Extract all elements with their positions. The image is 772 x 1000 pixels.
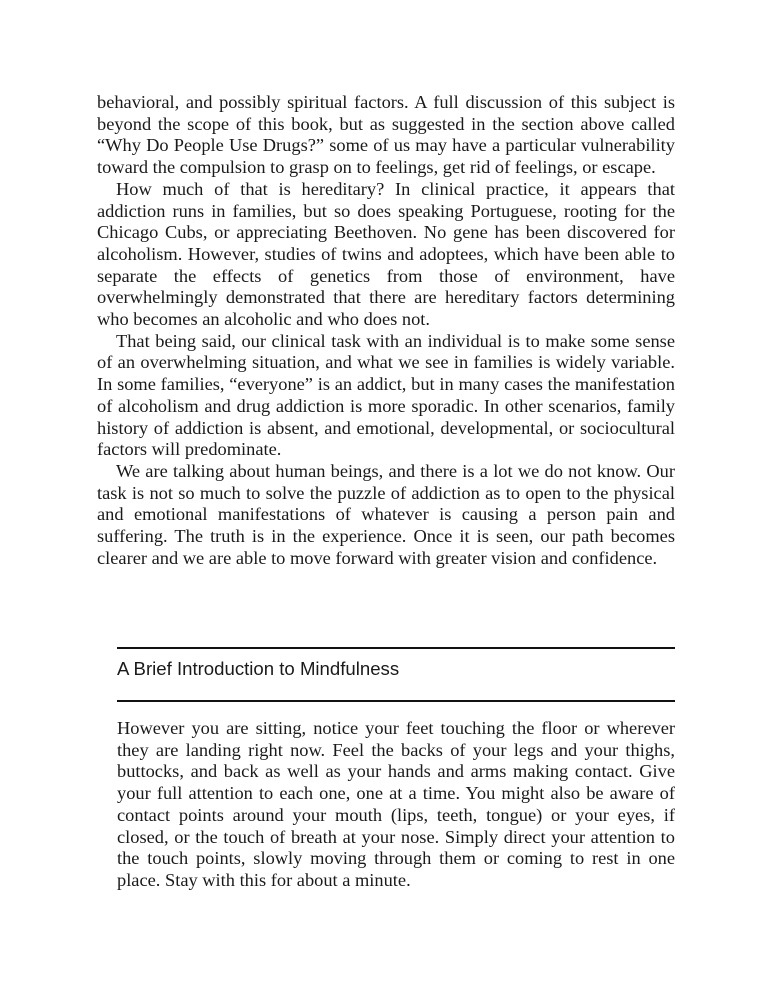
section-heading: A Brief Introduction to Mindfulness — [117, 658, 400, 679]
paragraph-human-beings: We are talking about human beings, and there is a lot we do not know. Our task is not so much to solve the puzzle of addiction as to open to the physical and emotional manifestations of whatever is causing a person pain and suffering. The truth is in the experience. Once it is seen, our path becomes clearer and we are able to move forward with greater vision and confidence. — [97, 460, 675, 568]
section-rule-top — [117, 647, 675, 649]
mindfulness-practice-text: However you are sitting, notice your feet touching the floor or wherever they are landing right now. Feel the backs of your legs and your thighs, buttocks, and back as well as your hands and arms making contact. Give your full attention to each one, one at a time. You might also be aware of contact points around your mouth (lips, teeth, tongue) or your eyes, if closed, or the touch of breath at your nose. Simply direct your attention to the touch points, slowly moving through them or coming to rest in one place. Stay with this for about a minute. — [117, 718, 675, 890]
paragraph-heredity: How much of that is hereditary? In clinical practice, it appears that addiction runs in families, but so does speaking Portuguese, rooting for the Chicago Cubs, or appreciating Beethoven. No gene has been discovered for alcoholism. However, studies of twins and adoptees, which have been able to separate the effects of genetics from those of environment, have overwhelmingly demonstrated that there are hereditary factors determining who becomes an alcoholic and who does not. — [97, 178, 675, 330]
paragraph-clinical-task: That being said, our clinical task with an individual is to make some sense of an overwhelming situation, and what we see in families is widely variable. In some families, “everyone” is an addict, but in many cases the manifestation of alcoholism and drug addiction is more sporadic. In other scenarios, family history of addiction is absent, and emotional, developmental, or sociocultural factors will predominate. — [97, 330, 675, 460]
body-text — [97, 92, 675, 569]
section-rule-bottom — [117, 700, 675, 702]
paragraph-continuation: behavioral, and possibly spiritual factors. A full discussion of this subject is beyond the scope of this book, but as suggested in the section above called “Why Do People Use Drugs?” some of us may have a particular vulnerability toward the compulsion to grasp on to feelings, get rid of feelings, or escape. — [97, 92, 675, 178]
